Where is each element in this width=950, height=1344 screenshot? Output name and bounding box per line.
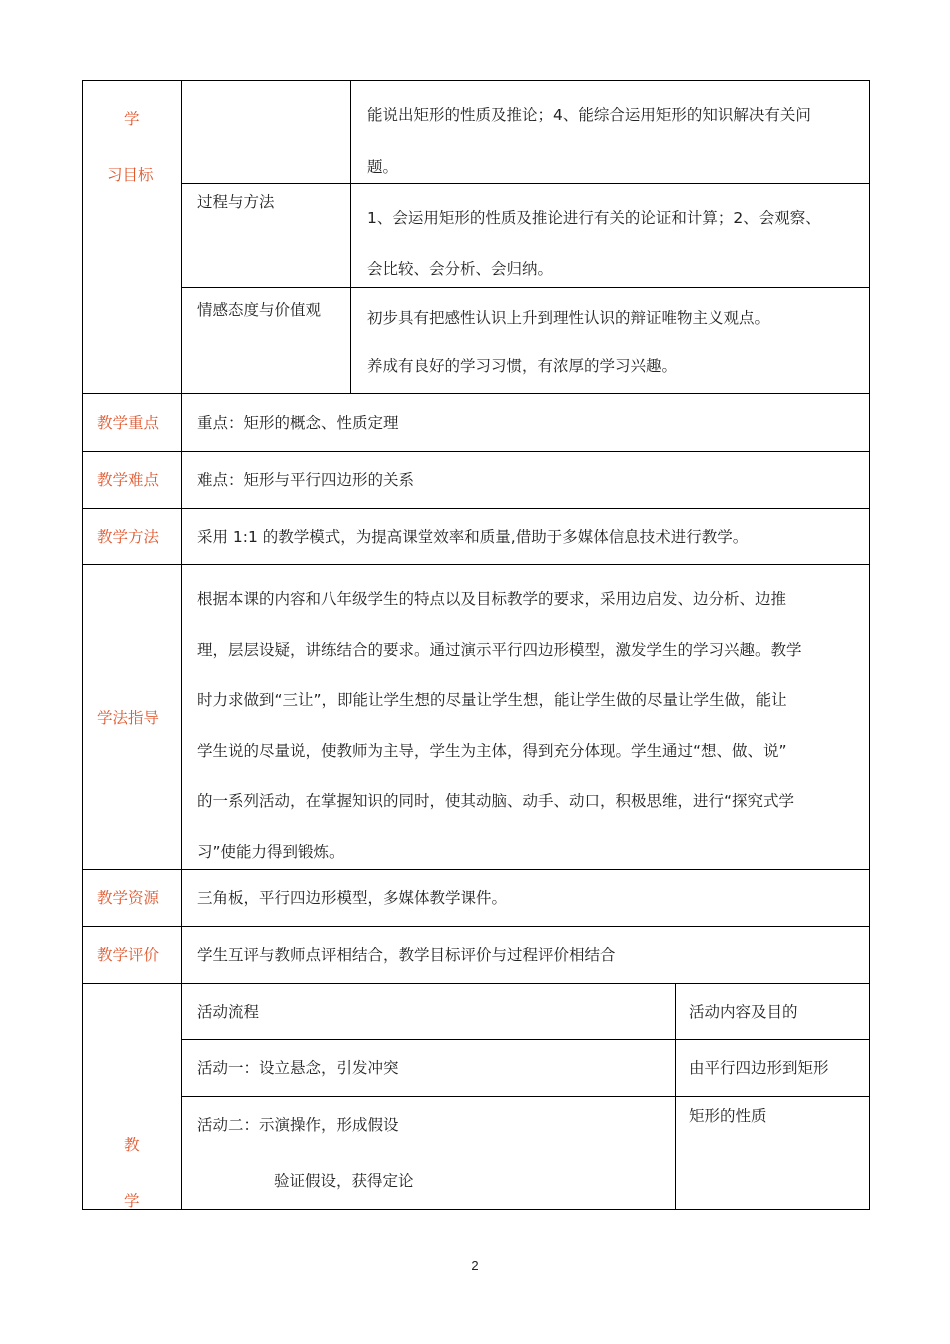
- table-border-bottom: [82, 1209, 870, 1210]
- study-guide-line: 习”使能力得到锻炼。: [197, 843, 345, 861]
- row-divider: [181, 287, 870, 288]
- resources-text: 三角板，平行四边形模型，多媒体教学课件。: [197, 889, 508, 907]
- row-divider: [82, 393, 870, 394]
- row-divider: [181, 1039, 870, 1040]
- difficulty-label: 教学难点: [97, 471, 160, 489]
- study-guide-line: 理，层层设疑，讲练结合的要求。通过演示平行四边形模型，激发学生的学习兴趣。教学: [197, 641, 802, 659]
- activity-flow-header: 活动流程: [197, 1003, 260, 1021]
- activity-content-header: 活动内容及目的: [689, 1003, 798, 1021]
- knowledge-text-line2: 题。: [367, 158, 399, 176]
- row-divider: [82, 869, 870, 870]
- row-divider: [181, 1096, 870, 1097]
- study-guide-line: 时力求做到“三让”，即能让学生想的尽量让学生想，能让学生做的尽量让学生做，能让: [197, 691, 787, 709]
- key-point-label: 教学重点: [97, 414, 160, 432]
- activity-two-sub: 验证假设，获得定论: [274, 1172, 414, 1190]
- process-method-label: 过程与方法: [197, 193, 275, 211]
- study-guide-line: 根据本课的内容和八年级学生的特点以及目标教学的要求，采用边启发、边分析、边推: [197, 590, 787, 608]
- activity-two-content: 矩形的性质: [689, 1107, 767, 1125]
- emotion-values-label: 情感态度与价值观: [197, 301, 322, 319]
- process-method-text-line1: 1、会运用矩形的性质及推论进行有关的论证和计算；2、会观察、: [367, 209, 821, 227]
- key-point-text: 重点：矩形的概念、性质定理: [197, 414, 399, 432]
- column-divider: [181, 80, 182, 1210]
- activity-two: 活动二：示演操作，形成假设: [197, 1116, 399, 1134]
- emotion-values-text-line1: 初步具有把感性认识上升到理性认识的辩证唯物主义观点。: [367, 309, 771, 327]
- difficulty-text: 难点：矩形与平行四边形的关系: [197, 471, 415, 489]
- study-guide-label: 学法指导: [97, 709, 160, 727]
- method-label: 教学方法: [97, 528, 160, 546]
- method-text: 采用 1:1 的教学模式，为提高课堂效率和质量,借助于多媒体信息技术进行教学。: [197, 528, 749, 546]
- table-border-top: [82, 80, 870, 81]
- resources-label: 教学资源: [97, 889, 160, 907]
- row-divider: [181, 183, 870, 184]
- row-divider: [82, 564, 870, 565]
- column-divider: [350, 80, 351, 394]
- evaluation-text: 学生互评与教师点评相结合，教学目标评价与过程评价相结合: [197, 946, 616, 964]
- activity-one: 活动一：设立悬念，引发冲突: [197, 1059, 399, 1077]
- table-border-right: [869, 80, 870, 1210]
- page-number: 2: [471, 1258, 479, 1273]
- objectives-label-part2: 习目标: [107, 166, 154, 184]
- process-method-text-line2: 会比较、会分析、会归纳。: [367, 260, 554, 278]
- study-guide-line: 学生说的尽量说，使教师为主导，学生为主体，得到充分体现。学生通过“想、做、说”: [197, 742, 787, 760]
- knowledge-text-line1: 能说出矩形的性质及推论；4、能综合运用矩形的知识解决有关问: [367, 106, 811, 124]
- study-guide-line: 的一系列活动，在掌握知识的同时，使其动脑、动手、动口，积极思维，进行“探究式学: [197, 792, 795, 810]
- row-divider: [82, 926, 870, 927]
- objectives-label-part1: 学: [124, 110, 140, 128]
- column-divider: [675, 983, 676, 1210]
- activity-one-content: 由平行四边形到矩形: [689, 1059, 829, 1077]
- process-label-part1: 教: [124, 1136, 140, 1154]
- evaluation-label: 教学评价: [97, 946, 160, 964]
- process-label-part2: 学: [124, 1192, 140, 1210]
- row-divider: [82, 451, 870, 452]
- emotion-values-text-line2: 养成有良好的学习习惯，有浓厚的学习兴趣。: [367, 357, 678, 375]
- table-border-left: [82, 80, 83, 1210]
- row-divider: [82, 983, 870, 984]
- row-divider: [82, 508, 870, 509]
